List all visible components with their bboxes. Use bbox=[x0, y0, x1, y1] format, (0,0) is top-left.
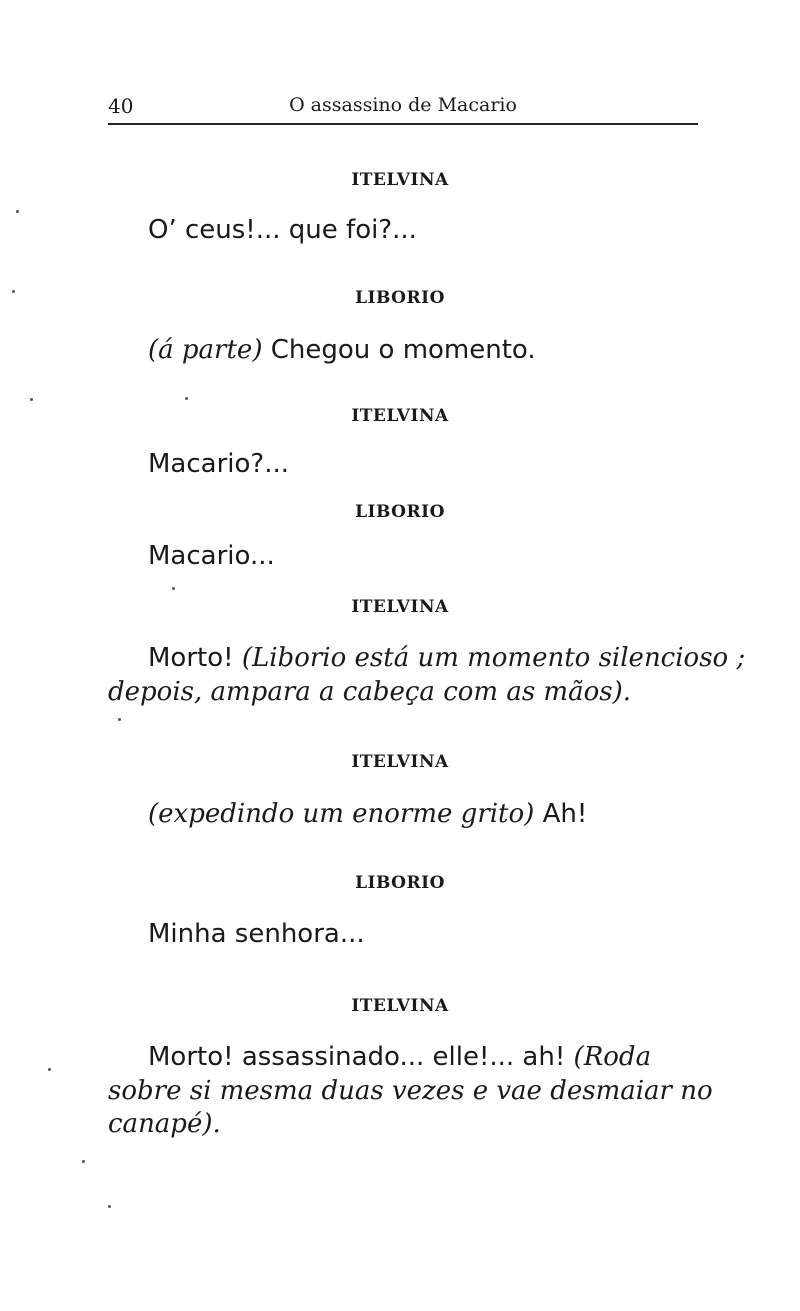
header-rule bbox=[108, 123, 698, 125]
scan-speck bbox=[108, 1205, 111, 1208]
stage-direction: sobre si mesma duas vezes e vae desmaiar no bbox=[108, 1076, 713, 1106]
scan-speck bbox=[30, 398, 33, 401]
dialogue-line-continued bbox=[108, 676, 631, 708]
stage-direction: depois, ampara a cabeça com as mãos). bbox=[108, 677, 631, 707]
speaker-name: LIBORIO bbox=[355, 502, 445, 522]
scan-speck bbox=[48, 1068, 51, 1071]
scan-speck bbox=[172, 587, 175, 590]
page-header bbox=[108, 90, 698, 120]
scan-speck bbox=[185, 397, 188, 400]
stage-direction: canapé). bbox=[108, 1109, 221, 1139]
speaker-name: ITELVINA bbox=[351, 406, 449, 426]
stage-direction: (expedindo um enorme grito) bbox=[148, 799, 535, 829]
dialogue-line bbox=[148, 540, 275, 572]
dialogue-line bbox=[148, 448, 289, 480]
stage-direction: (Liborio está um momento silencioso ; bbox=[241, 643, 746, 673]
speaker-name: ITELVINA bbox=[351, 752, 449, 772]
dialogue-line bbox=[148, 334, 536, 366]
speaker-name: ITELVINA bbox=[351, 170, 449, 190]
dialogue-line bbox=[148, 1041, 651, 1073]
speaker-name: ITELVINA bbox=[351, 996, 449, 1016]
dialogue-line-continued bbox=[108, 1108, 221, 1140]
dialogue-line bbox=[148, 642, 745, 674]
stage-direction: (Roda bbox=[573, 1042, 652, 1072]
dialogue-line bbox=[148, 214, 417, 246]
stage-direction: (á parte) bbox=[148, 335, 263, 365]
speaker-name: ITELVINA bbox=[351, 597, 449, 617]
scan-speck bbox=[16, 210, 19, 213]
spoken-text: Ah! bbox=[534, 799, 588, 829]
scan-speck bbox=[82, 1160, 85, 1163]
speaker-name: LIBORIO bbox=[355, 873, 445, 893]
dialogue-line-continued bbox=[108, 1075, 713, 1107]
spoken-text: Morto! bbox=[148, 643, 242, 673]
scan-speck bbox=[12, 290, 15, 293]
spoken-text: Chegou o momento. bbox=[262, 335, 536, 365]
spoken-text: Morto! assassinado... elle!... ah! bbox=[148, 1042, 574, 1072]
running-title: O assassino de Macario bbox=[289, 94, 517, 116]
page-number: 40 bbox=[108, 94, 134, 118]
spoken-text: O’ ceus!... que foi?... bbox=[148, 215, 417, 245]
spoken-text: Macario... bbox=[148, 541, 275, 571]
spoken-text: Minha senhora... bbox=[148, 919, 365, 949]
spoken-text: Macario?... bbox=[148, 449, 290, 479]
scan-speck bbox=[118, 718, 121, 721]
dialogue-line bbox=[148, 798, 587, 830]
dialogue-line bbox=[148, 918, 365, 950]
speaker-name: LIBORIO bbox=[355, 288, 445, 308]
